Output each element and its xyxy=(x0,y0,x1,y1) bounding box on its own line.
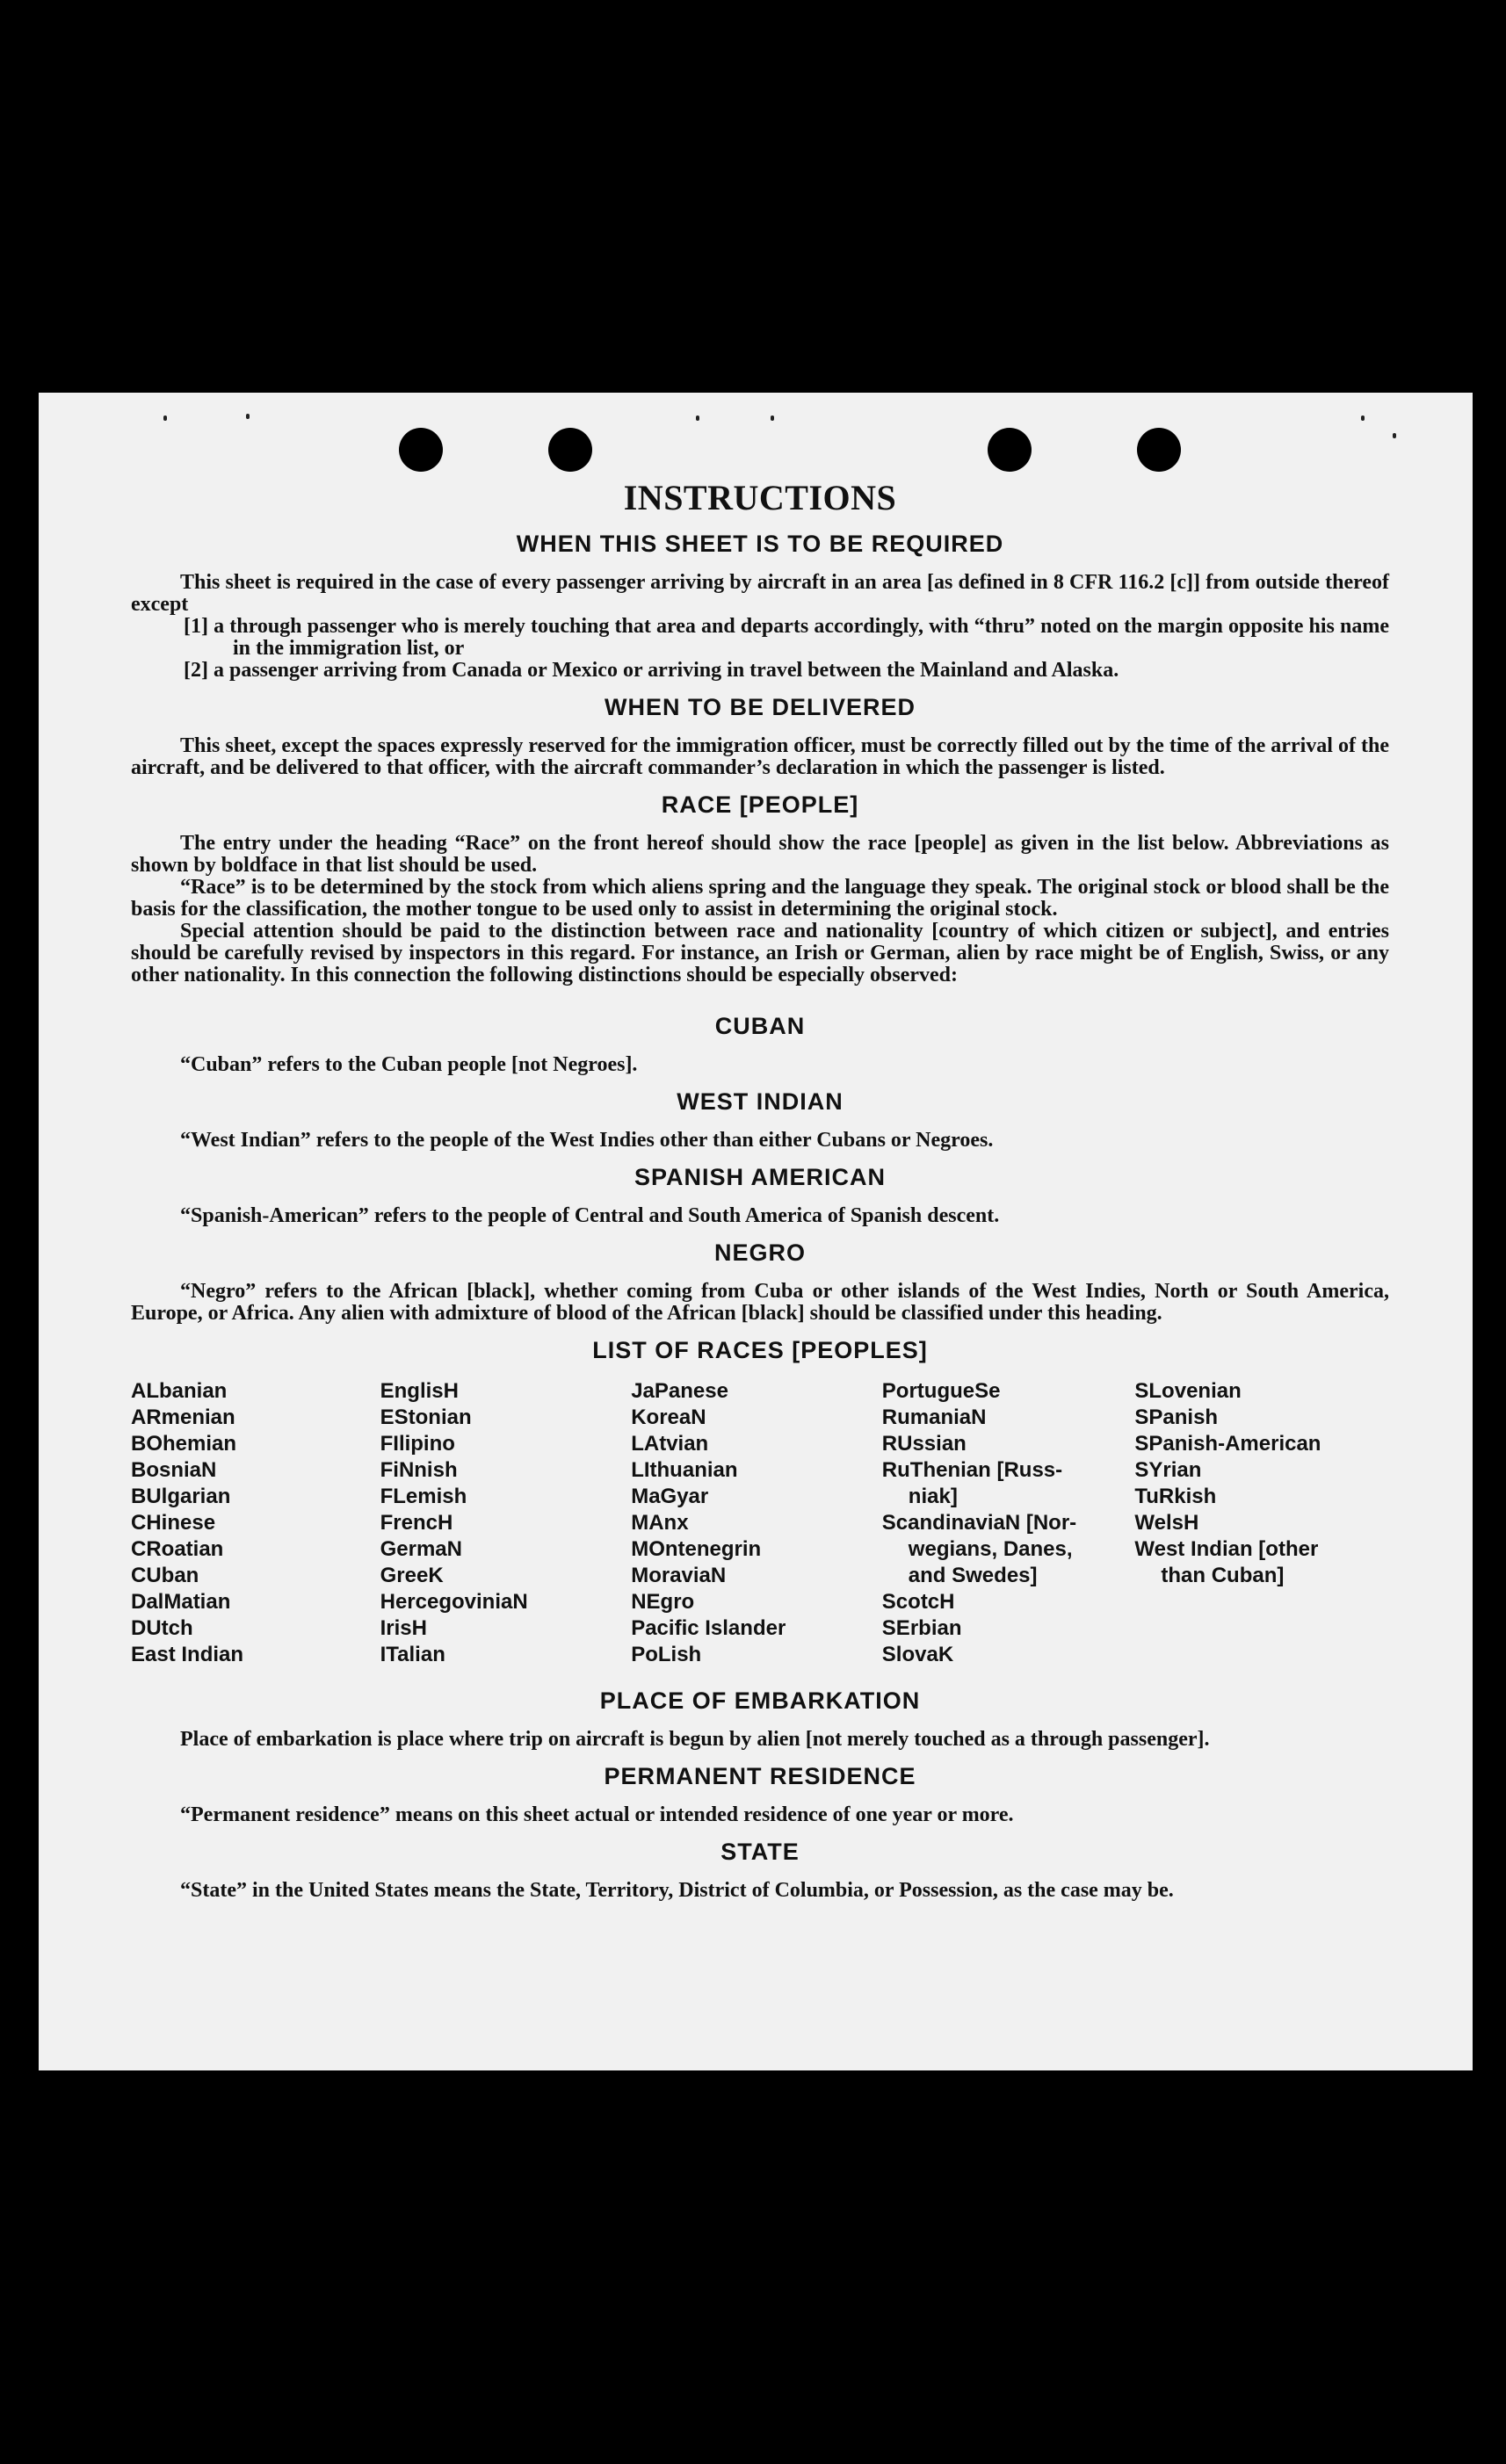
race-entry: DUtch xyxy=(131,1616,193,1640)
race-entry: IrisH xyxy=(380,1616,427,1640)
races-column-5 xyxy=(1134,1378,1389,1668)
race-entry: CRoatian xyxy=(131,1537,224,1561)
speck xyxy=(1361,415,1365,421)
section-heading-permanent-residence: PERMANENT RESIDENCE xyxy=(604,1763,916,1789)
speck xyxy=(696,415,699,421)
race-entry: SYrian xyxy=(1134,1458,1202,1482)
section-heading-place-of-embarkation: PLACE OF EMBARKATION xyxy=(599,1687,921,1714)
race-entry: RuThenian [Russ- xyxy=(881,1458,1063,1482)
race-entry: BUlgarian xyxy=(131,1485,231,1508)
section-heading-when-required: WHEN THIS SHEET IS TO BE REQUIRED xyxy=(516,531,1004,557)
negro-text: “Negro” refers to the African [black], whether coming from Cuba or other islands of the West Indies, North or South America, Europe, or Africa. Any alien with admixture of blood of the African [black] should be classified under this heading. xyxy=(131,1280,1389,1325)
when-required-item-1: [1] a through passenger who is merely touching that area and departs accordingly, with “thru” noted on the margin opposite his name in the immigration list, or xyxy=(184,615,1389,660)
section-heading-state: STATE xyxy=(720,1839,800,1865)
race-entry: FLemish xyxy=(380,1485,467,1508)
race-entry: than Cuban] xyxy=(1161,1564,1285,1587)
race-paragraph-1: The entry under the heading “Race” on the front hereof should show the race [people] as given in the list below. Abbreviations as shown by boldface in that list should be used. xyxy=(131,832,1389,877)
race-entry: BOhemian xyxy=(131,1432,237,1456)
when-required-intro: This sheet is required in the case of every passenger arriving by aircraft in an area [as defined in 8 CFR 116.2 [c]] from outside thereof except xyxy=(131,571,1389,616)
race-entry: NEgro xyxy=(631,1590,695,1614)
race-paragraph-3: Special attention should be paid to the distinction between race and nationality [country of which citizen or subject], and entries should be carefully revised by inspectors in this regard. For instance, an Irish or German, alien by race might be of English, Swiss, or any other nationality. In this connection the following distinctions should be especially observed: xyxy=(131,920,1389,986)
race-entry: MOntenegrin xyxy=(631,1537,762,1561)
race-entry: RumaniaN xyxy=(881,1405,987,1429)
race-entry: SPanish xyxy=(1134,1405,1219,1429)
race-entry: SPanish-American xyxy=(1134,1432,1321,1456)
race-entry: LIthuanian xyxy=(631,1458,738,1482)
section-heading-west-indian: WEST INDIAN xyxy=(677,1088,844,1115)
race-entry: SErbian xyxy=(881,1616,962,1640)
instruction-sheet xyxy=(39,393,1473,2070)
speck xyxy=(1393,433,1396,438)
spanish-american-text: “Spanish-American” refers to the people of Central and South America of Spanish descent. xyxy=(180,1204,1000,1227)
race-entry: wegians, Danes, xyxy=(908,1537,1073,1561)
punch-hole xyxy=(399,428,443,472)
races-column-1 xyxy=(131,1378,380,1668)
race-entry: Pacific Islander xyxy=(631,1616,786,1640)
race-entry: EStonian xyxy=(380,1405,472,1429)
race-entry: EnglisH xyxy=(380,1379,459,1403)
race-entry: HercegoviniaN xyxy=(380,1590,528,1614)
race-entry: ARmenian xyxy=(131,1405,235,1429)
when-delivered-text: This sheet, except the spaces expressly reserved for the immigration officer, must be correctly filled out by the time of the arrival of the aircraft, and be delivered to that officer, with the aircraft commander’s declaration in which the passenger is listed. xyxy=(131,734,1389,779)
race-entry: West Indian [other xyxy=(1134,1537,1319,1561)
race-entry: PoLish xyxy=(631,1643,702,1666)
race-entry: GermaN xyxy=(380,1537,462,1561)
cuban-text: “Cuban” refers to the Cuban people [not Negroes]. xyxy=(180,1053,638,1076)
west-indian-text: “West Indian” refers to the people of the West Indies other than either Cubans or Negroes. xyxy=(180,1129,994,1152)
race-entry: and Swedes] xyxy=(908,1564,1038,1587)
race-entry: JaPanese xyxy=(631,1379,728,1403)
race-entry: ALbanian xyxy=(131,1379,228,1403)
race-entry: KoreaN xyxy=(631,1405,706,1429)
race-entry: WelsH xyxy=(1134,1511,1199,1535)
race-entry: FIlipino xyxy=(380,1432,455,1456)
race-entry: FrencH xyxy=(380,1511,453,1535)
race-entry: CHinese xyxy=(131,1511,216,1535)
races-column-2 xyxy=(380,1378,632,1668)
race-entry: SlovaK xyxy=(881,1643,954,1666)
punch-hole xyxy=(988,428,1032,472)
races-column-4 xyxy=(882,1378,1135,1668)
race-entry: East Indian xyxy=(131,1643,244,1666)
race-entry: GreeK xyxy=(380,1564,444,1587)
punch-hole xyxy=(1137,428,1181,472)
race-entry: DalMatian xyxy=(131,1590,231,1614)
speck xyxy=(163,415,167,421)
section-heading-list-of-races: LIST OF RACES [PEOPLES] xyxy=(592,1337,928,1363)
when-required-item-2: [2] a passenger arriving from Canada or Mexico or arriving in travel between the Mainland and Alaska. xyxy=(184,659,1119,682)
race-entry: LAtvian xyxy=(631,1432,709,1456)
speck xyxy=(771,415,774,421)
race-entry: MAnx xyxy=(631,1511,689,1535)
section-heading-race: RACE [PEOPLE] xyxy=(661,791,859,818)
section-heading-cuban: CUBAN xyxy=(714,1013,806,1039)
race-entry: ScotcH xyxy=(881,1590,955,1614)
race-entry: FiNnish xyxy=(380,1458,458,1482)
punch-hole xyxy=(548,428,592,472)
races-list xyxy=(131,1378,1389,1668)
section-heading-spanish-american: SPANISH AMERICAN xyxy=(634,1164,886,1190)
page-title: INSTRUCTIONS xyxy=(623,478,897,517)
race-entry: RUssian xyxy=(881,1432,967,1456)
race-entry: PortugueSe xyxy=(881,1379,1001,1403)
permanent-residence-text: “Permanent residence” means on this sheet actual or intended residence of one year or more. xyxy=(180,1803,1014,1826)
race-entry: BosniaN xyxy=(131,1458,217,1482)
section-heading-negro: NEGRO xyxy=(713,1239,806,1266)
place-of-embarkation-text: Place of embarkation is place where trip on aircraft is begun by alien [not merely touched as a through passenger]. xyxy=(180,1728,1210,1751)
section-heading-when-delivered: WHEN TO BE DELIVERED xyxy=(604,694,916,720)
state-text: “State” in the United States means the State, Territory, District of Columbia, or Possession, as the case may be. xyxy=(180,1879,1174,1902)
race-entry: ScandinaviaN [Nor- xyxy=(881,1511,1077,1535)
race-entry: MaGyar xyxy=(631,1485,709,1508)
races-column-3 xyxy=(631,1378,882,1668)
race-entry: MoraviaN xyxy=(631,1564,727,1587)
race-entry: ITalian xyxy=(380,1643,445,1666)
race-entry: SLovenian xyxy=(1134,1379,1242,1403)
race-paragraph-2: “Race” is to be determined by the stock from which aliens spring and the language they speak. The original stock or blood shall be the basis for the classification, the mother tongue to be used only to assist in determining the original stock. xyxy=(131,876,1389,921)
race-entry: CUban xyxy=(131,1564,199,1587)
race-entry: TuRkish xyxy=(1134,1485,1217,1508)
race-entry: niak] xyxy=(908,1485,958,1508)
speck xyxy=(246,414,250,419)
